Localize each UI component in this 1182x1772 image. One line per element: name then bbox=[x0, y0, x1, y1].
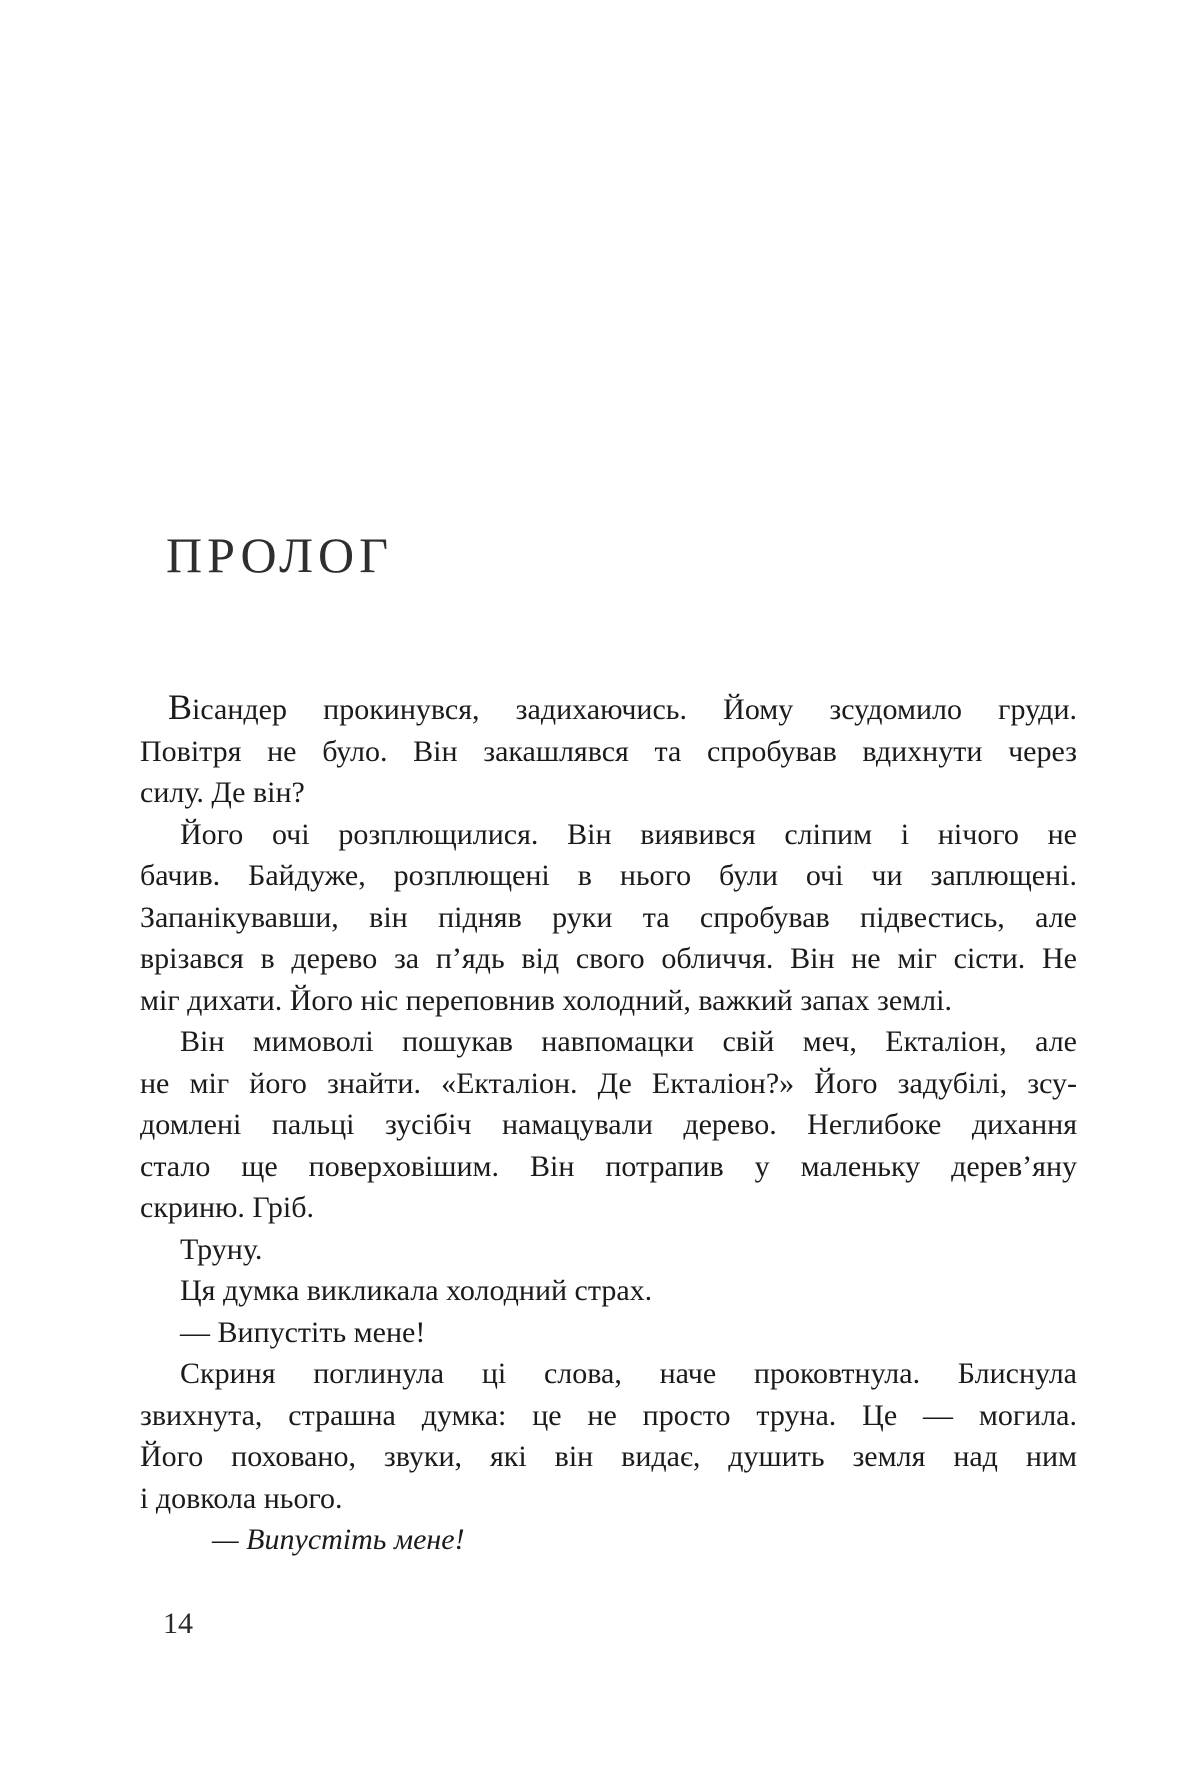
text-line: Його очі розплющилися. Він виявився сліпим і нічого не bbox=[180, 817, 1077, 851]
text-line: Труну. bbox=[180, 1232, 263, 1266]
text-line: Вісандер прокинувся, задихаючись. Йому зсудомило груди. bbox=[168, 687, 1077, 727]
text-line: Запанікувавши, він підняв руки та спробував підвестись, але bbox=[140, 900, 1077, 934]
text-line: силу. Де він? bbox=[140, 776, 305, 809]
page-number: 14 bbox=[163, 1607, 193, 1640]
text-line: домлені пальці зусібіч намацували дерево. Неглибоке дихання bbox=[140, 1108, 1077, 1141]
paragraph-initial-letter: В bbox=[168, 687, 193, 727]
body-text bbox=[140, 687, 1077, 1561]
text-line: звихнута, страшна думка: це не просто труна. Це — могила. bbox=[140, 1398, 1077, 1432]
text-line: Скриня поглинула ці слова, наче проковтнула. Блиснула bbox=[180, 1357, 1077, 1390]
text-line: — Випустіть мене! bbox=[212, 1523, 465, 1556]
text-line: Повітря не було. Він закашлявся та спробував вдихнути через bbox=[140, 734, 1077, 768]
text-line: — Випустіть мене! bbox=[180, 1315, 426, 1349]
text-line: і довкола нього. bbox=[140, 1481, 343, 1515]
text-line: не міг його знайти. «Екталіон. Де Екталіон?» Його задубілі, зсу- bbox=[140, 1066, 1077, 1100]
text-line: врізався в дерево за п’ядь від свого обличчя. Він не міг сісти. Не bbox=[140, 942, 1077, 975]
chapter-heading: ПРОЛОГ bbox=[166, 527, 394, 583]
text-line: Його поховано, звуки, які він видає, душить земля над ним bbox=[140, 1440, 1077, 1473]
text-line: міг дихати. Його ніс переповнив холодний, важкий запах землі. bbox=[140, 983, 952, 1017]
text-line: стало ще поверховішим. Він потрапив у маленьку дерев’яну bbox=[140, 1149, 1077, 1183]
text-line: скриню. Гріб. bbox=[140, 1191, 314, 1224]
text-line: Він мимоволі пошукав навпомацки свій меч, Екталіон, але bbox=[180, 1025, 1077, 1058]
text-line: Ця думка викликала холодний страх. bbox=[180, 1274, 653, 1307]
text-line: бачив. Байдуже, розплющені в нього були очі чи заплющені. bbox=[140, 859, 1077, 892]
